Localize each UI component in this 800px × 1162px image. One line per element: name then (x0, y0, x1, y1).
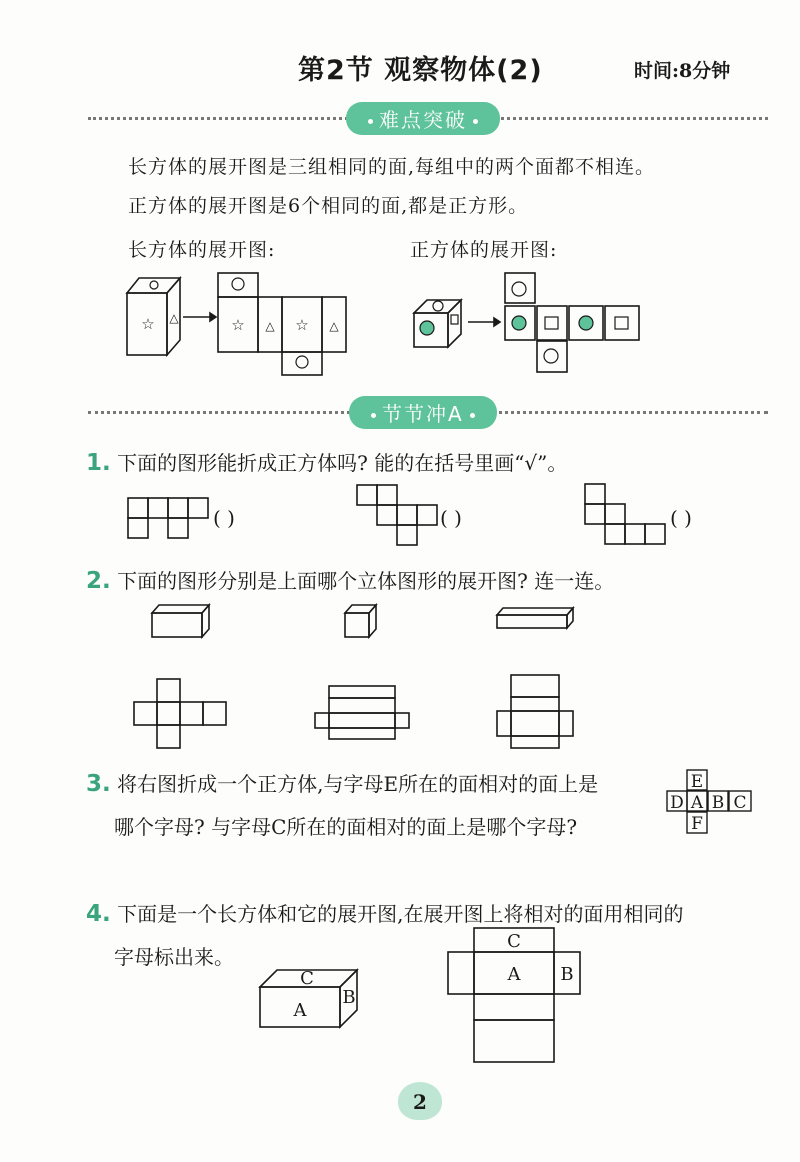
section-banner-difficulty: 难点突破 (346, 102, 500, 135)
explanation-line-1: 长方体的展开图是三组相同的面,每组中的两个面都不相连。 (128, 156, 656, 178)
cuboid-net-label: 长方体的展开图: (128, 239, 276, 261)
question-3-line-1: 3. 将右图折成一个正方体,与字母E所在的面相对的面上是 (86, 771, 599, 797)
net-letter-d: D (670, 793, 684, 813)
net-letter-e: E (690, 772, 704, 792)
box-label-b: B (342, 987, 356, 1008)
answer-blank-1[interactable]: ( ) (213, 506, 235, 530)
answer-blank-3[interactable]: ( ) (670, 506, 692, 530)
question-1: 1. 下面的图形能折成正方体吗? 能的在括号里画“√”。 (86, 450, 568, 476)
net-label-b: B (560, 964, 574, 985)
question-2: 2. 下面的图形分别是上面哪个立体图形的展开图? 连一连。 (86, 568, 615, 594)
page-title: 第2节 观察物体(2) (298, 55, 543, 86)
box-label-a: A (293, 1000, 307, 1021)
section-banner-practice: 节节冲A (349, 396, 497, 429)
net-label-c: C (507, 931, 521, 952)
time-limit: 时间:8分钟 (634, 60, 731, 82)
triangle-icon: △ (265, 319, 275, 333)
triangle-icon: △ (329, 319, 339, 333)
question-3-line-2: 哪个字母? 与字母C所在的面相对的面上是哪个字母? (114, 815, 578, 839)
question-4-line-1: 4. 下面是一个长方体和它的展开图,在展开图上将相对的面用相同的 (86, 901, 684, 927)
cube-net-label: 正方体的展开图: (410, 239, 558, 261)
net-letter-f: F (691, 814, 703, 834)
net-letter-c: C (733, 793, 747, 813)
star-icon: ☆ (295, 316, 309, 334)
answer-blank-2[interactable]: ( ) (440, 506, 462, 530)
net-letter-b: B (711, 793, 725, 813)
net-label-a: A (507, 964, 521, 985)
question-4-line-2: 字母标出来。 (114, 945, 234, 969)
star-icon: ☆ (141, 315, 155, 333)
net-letter-a: A (690, 793, 704, 813)
star-icon: ☆ (231, 316, 245, 334)
triangle-icon: △ (169, 311, 179, 325)
page-number: 2 (398, 1082, 442, 1120)
explanation-line-2: 正方体的展开图是6个相同的面,都是正方形。 (128, 195, 529, 217)
box-label-c: C (300, 968, 314, 989)
